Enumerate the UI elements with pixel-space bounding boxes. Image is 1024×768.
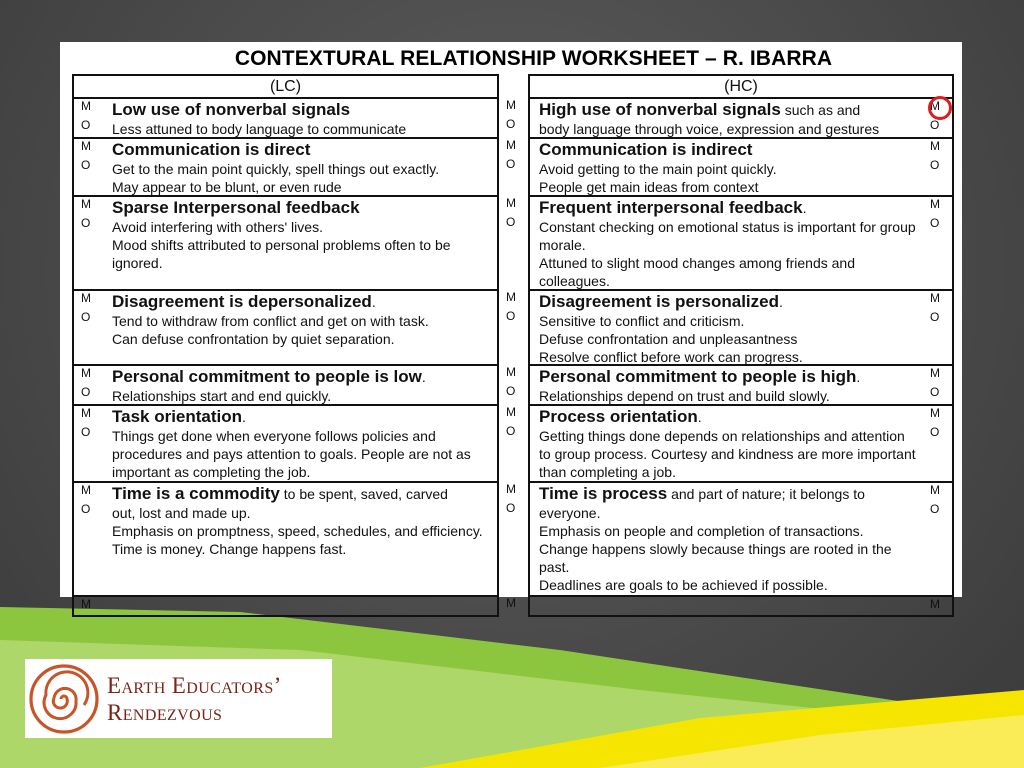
m-mark: M bbox=[930, 139, 940, 153]
lc-cell bbox=[73, 98, 498, 138]
trait-description: Emphasis on promptness, speed, schedules, and efficiency. Time is money. Change happens fast. bbox=[112, 523, 483, 557]
m-mark: M bbox=[81, 139, 91, 153]
mo-marks bbox=[506, 483, 520, 514]
trait-description: May appear to be blunt, or even rude bbox=[112, 179, 342, 195]
worksheet-image bbox=[60, 42, 962, 611]
m-mark: M bbox=[930, 597, 940, 611]
o-mark: O bbox=[81, 502, 91, 516]
middle-header bbox=[498, 75, 529, 98]
worksheet-row bbox=[73, 596, 953, 616]
mo-marks bbox=[81, 407, 95, 438]
cell-content bbox=[530, 597, 952, 600]
mo-marks bbox=[930, 407, 944, 438]
trait-heading-text: Sparse Interpersonal feedback bbox=[112, 198, 360, 217]
trait-description: Relationships depend on trust and build slowly. bbox=[539, 388, 830, 404]
trait-description: Tend to withdraw from conflict and get on with task. bbox=[112, 313, 429, 329]
cell-content bbox=[74, 483, 497, 560]
trait-description: Can defuse confrontation by quiet separation. bbox=[112, 331, 395, 347]
m-mark: M bbox=[930, 366, 940, 380]
m-mark: M bbox=[930, 197, 940, 211]
trait-description: out, lost and made up. bbox=[112, 505, 251, 521]
trait-heading-extra: . bbox=[697, 409, 702, 425]
m-mark: M bbox=[81, 406, 91, 420]
worksheet-row bbox=[73, 98, 953, 138]
trait-description: Relationships start and end quickly. bbox=[112, 388, 332, 404]
o-mark: O bbox=[506, 157, 516, 171]
cell-content bbox=[74, 139, 497, 198]
trait-description: Things get done when everyone follows policies and procedures and pays attention to goals. People are not as important as completing the job. bbox=[112, 428, 471, 480]
logo-text-line2: Rendezvous bbox=[107, 700, 223, 725]
o-mark: O bbox=[930, 425, 940, 439]
earth-educators-logo bbox=[25, 659, 332, 738]
m-mark: M bbox=[930, 483, 940, 497]
lc-cell bbox=[73, 138, 498, 196]
o-mark: O bbox=[81, 158, 91, 172]
trait-description: everyone. bbox=[539, 505, 601, 521]
o-mark: O bbox=[506, 424, 516, 438]
cell-content bbox=[530, 406, 952, 483]
m-mark: M bbox=[81, 197, 91, 211]
trait-description: body language through voice, expression and gestures bbox=[539, 121, 880, 137]
lc-cell bbox=[73, 365, 498, 405]
mo-marks bbox=[930, 367, 944, 398]
header-row bbox=[73, 75, 953, 98]
hc-header: (HC) bbox=[529, 75, 953, 98]
o-mark: O bbox=[506, 309, 516, 323]
m-mark: M bbox=[81, 483, 91, 497]
o-mark: O bbox=[930, 385, 940, 399]
mid-cell bbox=[498, 596, 529, 616]
trait-heading-text: Frequent interpersonal feedback bbox=[539, 198, 803, 217]
mo-marks bbox=[506, 366, 520, 397]
mo-marks bbox=[930, 292, 944, 323]
trait-heading-extra: . bbox=[421, 369, 426, 385]
mo-marks bbox=[506, 291, 520, 322]
mo-marks bbox=[81, 367, 95, 398]
trait-heading-text: Low use of nonverbal signals bbox=[112, 100, 351, 119]
trait-heading bbox=[112, 100, 491, 120]
lc-cell bbox=[73, 482, 498, 596]
trait-heading-extra: . bbox=[802, 200, 807, 216]
mo-marks bbox=[81, 292, 95, 323]
m-mark: M bbox=[930, 99, 940, 113]
worksheet-table bbox=[72, 74, 954, 617]
m-mark: M bbox=[506, 290, 516, 304]
logo-text-line1: Earth Educators’ bbox=[107, 673, 282, 698]
trait-description: People get main ideas from context bbox=[539, 179, 759, 195]
lc-header: (LC) bbox=[73, 75, 498, 98]
trait-heading-extra: . bbox=[371, 294, 376, 310]
hc-cell bbox=[529, 596, 953, 616]
mid-cell bbox=[498, 98, 529, 138]
hc-cell bbox=[529, 138, 953, 196]
mid-cell bbox=[498, 290, 529, 365]
cell-content bbox=[74, 291, 497, 350]
mid-cell bbox=[498, 365, 529, 405]
trait-heading-extra: such as and bbox=[780, 102, 861, 118]
highlight-circle bbox=[928, 96, 952, 120]
mid-cell bbox=[498, 482, 529, 596]
hc-cell bbox=[529, 482, 953, 596]
trait-description: Avoid getting to the main point quickly. bbox=[539, 161, 777, 177]
trait-heading-extra: . bbox=[242, 409, 246, 425]
hc-cell bbox=[529, 365, 953, 405]
mo-marks bbox=[81, 100, 95, 131]
m-mark: M bbox=[506, 138, 516, 152]
worksheet-row bbox=[73, 138, 953, 196]
mid-cell bbox=[498, 138, 529, 196]
mo-marks bbox=[506, 99, 520, 130]
m-mark: M bbox=[506, 98, 516, 112]
m-mark: M bbox=[506, 365, 516, 379]
o-mark: O bbox=[930, 310, 940, 324]
trait-heading-text: Personal commitment to people is high bbox=[539, 367, 857, 386]
lc-cell bbox=[73, 196, 498, 290]
trait-heading bbox=[112, 407, 491, 427]
o-mark: O bbox=[81, 216, 91, 230]
o-mark: O bbox=[81, 425, 91, 439]
trait-description: Get to the main point quickly, spell things out exactly. bbox=[112, 161, 440, 177]
trait-heading bbox=[112, 484, 491, 504]
o-mark: O bbox=[930, 216, 940, 230]
mo-marks bbox=[81, 598, 95, 617]
o-mark: O bbox=[81, 310, 91, 324]
m-mark: M bbox=[81, 99, 91, 113]
hc-cell bbox=[529, 405, 953, 482]
cell-content bbox=[74, 99, 497, 140]
trait-heading-text: Disagreement is personalized bbox=[539, 292, 779, 311]
trait-description: Constant checking on emotional status is important for group morale. bbox=[539, 219, 916, 253]
mo-marks bbox=[81, 484, 95, 515]
hc-cell bbox=[529, 290, 953, 365]
o-mark: O bbox=[81, 385, 91, 399]
lc-cell bbox=[73, 596, 498, 616]
mid-cell bbox=[498, 405, 529, 482]
cell-content bbox=[74, 366, 497, 407]
trait-description: Getting things done depends on relationships and attention to group process. Courtesy and kindness are more important than completing a job. bbox=[539, 428, 916, 480]
trait-description: Avoid interfering with others' lives. bbox=[112, 219, 323, 235]
worksheet-row bbox=[73, 290, 953, 365]
trait-heading-extra: and part of nature; it belongs to bbox=[667, 486, 865, 502]
worksheet-title: CONTEXTURAL RELATIONSHIP WORKSHEET – R. IBARRA bbox=[234, 47, 833, 70]
cell-content bbox=[530, 99, 952, 140]
o-mark: O bbox=[930, 502, 940, 516]
trait-heading bbox=[112, 367, 491, 387]
trait-heading bbox=[112, 292, 491, 312]
m-mark: M bbox=[506, 196, 516, 210]
trait-heading bbox=[539, 367, 918, 387]
m-mark: M bbox=[930, 291, 940, 305]
trait-heading bbox=[539, 292, 918, 312]
mo-marks bbox=[506, 597, 520, 616]
trait-heading-text: Time is process bbox=[539, 484, 668, 503]
worksheet-row bbox=[73, 405, 953, 482]
trait-heading-text: Task orientation bbox=[112, 407, 243, 426]
trait-description: Deadlines are goals to be achieved if possible. bbox=[539, 577, 828, 593]
worksheet-row bbox=[73, 365, 953, 405]
cell-content bbox=[530, 291, 952, 368]
worksheet-row bbox=[73, 196, 953, 290]
lc-cell bbox=[73, 290, 498, 365]
m-mark: M bbox=[506, 405, 516, 419]
o-mark: O bbox=[930, 158, 940, 172]
o-mark: O bbox=[506, 501, 516, 515]
o-mark: O bbox=[81, 118, 91, 132]
trait-heading-extra: . bbox=[778, 294, 783, 310]
trait-heading bbox=[112, 140, 491, 160]
mo-marks bbox=[81, 140, 95, 171]
trait-heading bbox=[539, 484, 918, 504]
m-mark: M bbox=[81, 597, 91, 611]
cell-content bbox=[530, 483, 952, 596]
mo-marks bbox=[930, 198, 944, 229]
trait-heading-extra: . bbox=[856, 369, 861, 385]
o-mark: O bbox=[506, 215, 516, 229]
trait-description: Sensitive to conflict and criticism. bbox=[539, 313, 745, 329]
trait-description: Change happens slowly because things are rooted in the past. bbox=[539, 541, 892, 575]
trait-description: Less attuned to body language to communicate bbox=[112, 121, 407, 137]
trait-heading-extra: to be spent, saved, carved bbox=[279, 486, 448, 502]
trait-description: Defuse confrontation and unpleasantness bbox=[539, 331, 798, 347]
o-mark: O bbox=[506, 384, 516, 398]
m-mark: M bbox=[506, 482, 516, 496]
lc-cell bbox=[73, 405, 498, 482]
mo-marks bbox=[506, 139, 520, 170]
hc-cell bbox=[529, 196, 953, 290]
spiral-icon bbox=[28, 663, 100, 735]
m-mark: M bbox=[930, 406, 940, 420]
cell-content bbox=[74, 197, 497, 274]
mo-marks bbox=[506, 197, 520, 228]
mo-marks bbox=[506, 406, 520, 437]
trait-heading bbox=[539, 198, 918, 218]
trait-heading-text: Communication is direct bbox=[112, 140, 311, 159]
o-mark: O bbox=[930, 118, 940, 132]
cell-content bbox=[530, 139, 952, 198]
trait-heading-text: Disagreement is depersonalized bbox=[112, 292, 372, 311]
o-mark: O bbox=[506, 117, 516, 131]
trait-heading bbox=[539, 100, 918, 120]
cell-content bbox=[74, 406, 497, 483]
trait-description: Emphasis on people and completion of transactions. bbox=[539, 523, 864, 539]
worksheet-row bbox=[73, 482, 953, 596]
trait-description: Mood shifts attributed to personal problems often to be ignored. bbox=[112, 237, 451, 271]
cell-content bbox=[530, 197, 952, 292]
trait-description: Resolve conflict before work can progress. bbox=[539, 349, 803, 365]
mo-marks bbox=[930, 598, 944, 617]
trait-heading bbox=[539, 407, 918, 427]
mo-marks bbox=[81, 198, 95, 229]
trait-heading bbox=[112, 198, 491, 218]
m-mark: M bbox=[81, 366, 91, 380]
mid-cell bbox=[498, 196, 529, 290]
m-mark: M bbox=[506, 596, 516, 610]
cell-content bbox=[530, 366, 952, 407]
trait-heading-text: Process orientation bbox=[539, 407, 698, 426]
hc-cell bbox=[529, 98, 953, 138]
trait-heading-text: Communication is indirect bbox=[539, 140, 753, 159]
trait-heading-text: High use of nonverbal signals bbox=[539, 100, 781, 119]
trait-heading-text: Time is a commodity bbox=[112, 484, 280, 503]
mo-marks bbox=[930, 140, 944, 171]
m-mark: M bbox=[81, 291, 91, 305]
trait-heading-text: Personal commitment to people is low bbox=[112, 367, 422, 386]
trait-description: Attuned to slight mood changes among friends and colleagues. bbox=[539, 255, 855, 289]
mo-marks bbox=[930, 484, 944, 515]
cell-content bbox=[74, 597, 497, 600]
trait-heading bbox=[539, 140, 918, 160]
